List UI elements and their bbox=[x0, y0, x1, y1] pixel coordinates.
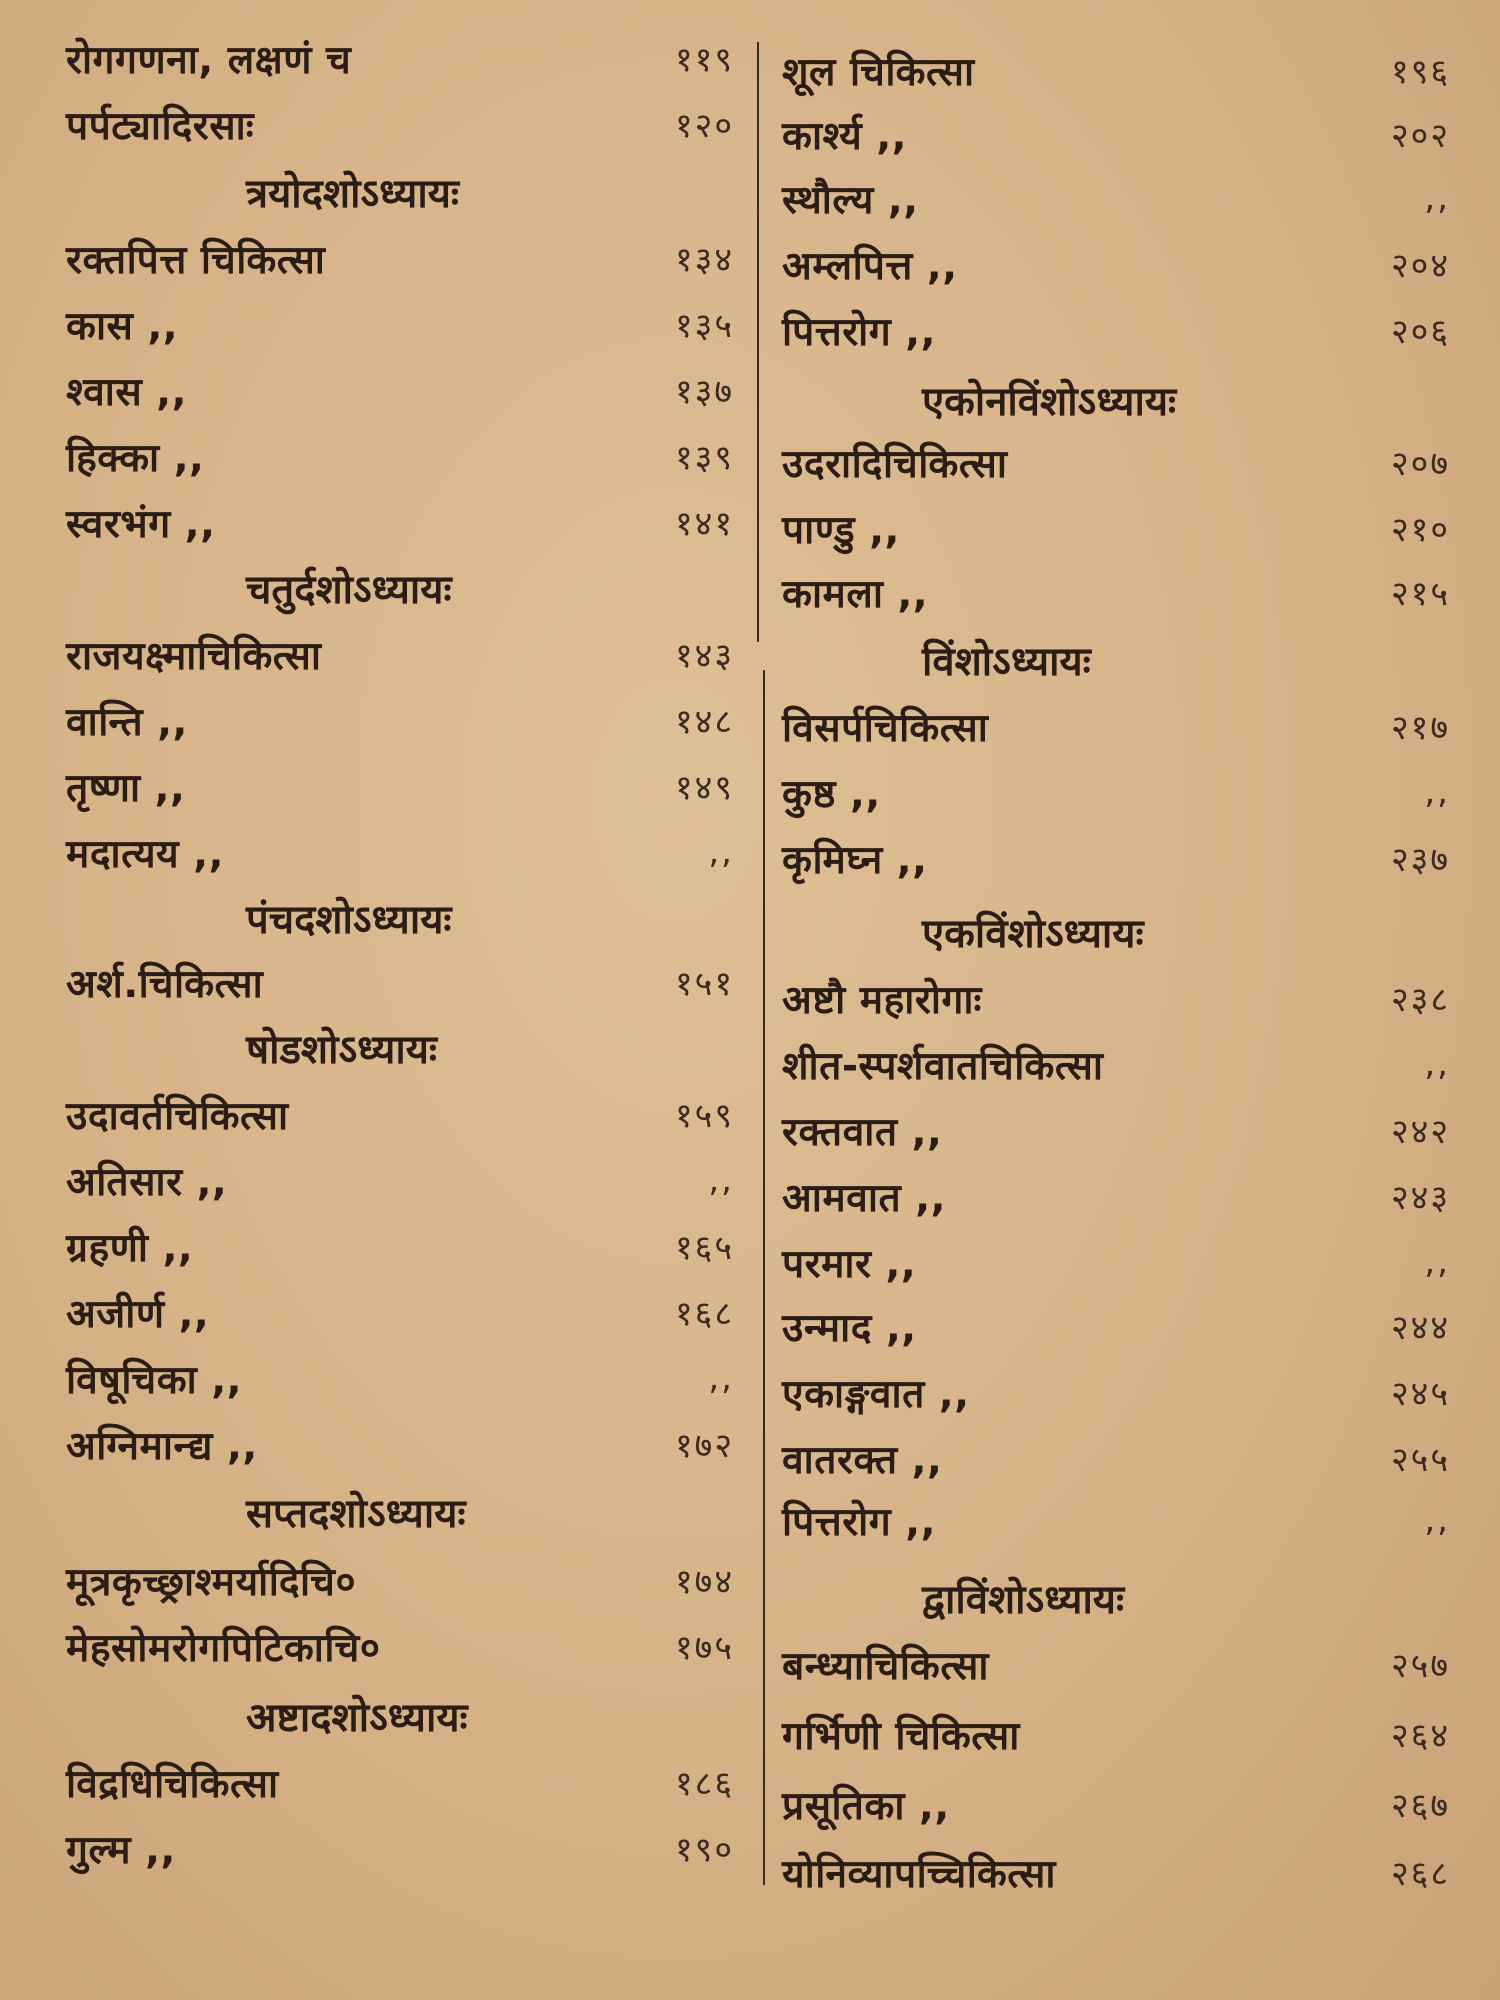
entry-title: कामला ,, bbox=[782, 571, 929, 617]
page-number: २४५ bbox=[1390, 1374, 1450, 1414]
page-number: २०२ bbox=[1390, 116, 1450, 156]
index-entry bbox=[66, 1818, 734, 1878]
page-number: १४८ bbox=[674, 702, 734, 742]
entry-title: एकाङ्गवात ,, bbox=[782, 1371, 970, 1417]
entry-title: विद्रधिचिकित्सा bbox=[66, 1761, 279, 1807]
index-entry bbox=[782, 1232, 1450, 1292]
page-number: २४३ bbox=[1390, 1178, 1450, 1218]
page-number: ,, bbox=[1424, 1242, 1450, 1282]
index-entry bbox=[782, 1166, 1450, 1226]
entry-title: उदरादिचिकित्सा bbox=[782, 441, 1008, 487]
index-entry bbox=[66, 228, 734, 288]
page-number: १६८ bbox=[674, 1294, 734, 1334]
entry-title: गुल्म ,, bbox=[66, 1827, 176, 1873]
index-entry bbox=[66, 492, 734, 552]
index-entry bbox=[66, 1550, 734, 1610]
page-number: २३८ bbox=[1390, 980, 1450, 1020]
index-entry bbox=[66, 624, 734, 684]
page-number: १४३ bbox=[674, 636, 734, 676]
entry-title: पित्तरोग ,, bbox=[782, 1499, 936, 1545]
chapter-heading: त्रयोदशोऽध्यायः bbox=[246, 170, 459, 217]
entry-title: शीत-स्पर्शवातचिकित्सा bbox=[782, 1043, 1104, 1089]
entry-title: स्वरभंग ,, bbox=[66, 501, 216, 547]
index-entry bbox=[782, 1774, 1450, 1834]
entry-title: विषूचिका ,, bbox=[66, 1357, 242, 1403]
index-entry bbox=[782, 168, 1450, 228]
page-number: १६५ bbox=[674, 1228, 734, 1268]
chapter-heading: एकविंशोऽध्यायः bbox=[922, 910, 1144, 957]
index-entry bbox=[782, 40, 1450, 100]
index-entry bbox=[66, 1084, 734, 1144]
entry-title: विसर्पचिकित्सा bbox=[782, 705, 989, 751]
column-divider-lower bbox=[763, 670, 765, 1885]
index-entry bbox=[782, 1362, 1450, 1422]
page-number: २३७ bbox=[1390, 840, 1450, 880]
index-entry bbox=[782, 1100, 1450, 1160]
index-entry bbox=[782, 300, 1450, 360]
index-entry bbox=[782, 1428, 1450, 1488]
chapter-heading: अष्टादशोऽध्यायः bbox=[246, 1694, 468, 1741]
entry-title: अर्श.चिकित्सा bbox=[66, 961, 264, 1007]
chapter-heading: द्वाविंशोऽध्यायः bbox=[922, 1576, 1125, 1623]
page-number: १७५ bbox=[674, 1628, 734, 1668]
index-entry bbox=[66, 94, 734, 154]
entry-title: वातरक्त ,, bbox=[782, 1437, 943, 1483]
page-number: २१७ bbox=[1390, 708, 1450, 748]
entry-title: अतिसार ,, bbox=[66, 1159, 228, 1205]
entry-title: शूल चिकित्सा bbox=[782, 49, 975, 95]
entry-title: बन्ध्याचिकित्सा bbox=[782, 1643, 989, 1689]
index-entry bbox=[782, 234, 1450, 294]
entry-title: अष्टौ महारोगाः bbox=[782, 977, 982, 1023]
page-number: २५५ bbox=[1390, 1440, 1450, 1480]
entry-title: हिक्का ,, bbox=[66, 435, 205, 481]
entry-title: पित्तरोग ,, bbox=[782, 309, 936, 355]
index-entry bbox=[66, 1616, 734, 1676]
column-divider-upper bbox=[757, 42, 759, 642]
entry-title: मूत्रकृच्छ्राश्मर्यादिचि० bbox=[66, 1559, 357, 1605]
index-entry bbox=[66, 1282, 734, 1342]
page-number: १४९ bbox=[674, 768, 734, 808]
chapter-heading: चतुर्दशोऽध्यायः bbox=[246, 566, 452, 613]
page-number: २४४ bbox=[1390, 1308, 1450, 1348]
entry-title: मदात्यय ,, bbox=[66, 831, 224, 877]
entry-title: रक्तपित्त चिकित्सा bbox=[66, 237, 326, 283]
page-number: २०७ bbox=[1390, 444, 1450, 484]
entry-title: कृमिघ्न ,, bbox=[782, 837, 928, 883]
index-entry bbox=[782, 562, 1450, 622]
entry-title: कुष्ठ ,, bbox=[782, 771, 881, 817]
page-number: १९६ bbox=[1390, 52, 1450, 92]
index-entry bbox=[66, 28, 734, 88]
entry-title: वान्ति ,, bbox=[66, 699, 188, 745]
page-number: ,, bbox=[708, 1160, 734, 1200]
page-number: १२० bbox=[674, 106, 734, 146]
entry-title: रोगगणना, लक्षणं च bbox=[66, 37, 352, 83]
index-entry bbox=[66, 1348, 734, 1408]
page-number: ,, bbox=[1424, 1044, 1450, 1084]
index-entry bbox=[782, 1296, 1450, 1356]
index-entry bbox=[66, 1216, 734, 1276]
index-entry bbox=[66, 690, 734, 750]
index-entry bbox=[782, 432, 1450, 492]
chapter-heading: विंशोऽध्यायः bbox=[922, 638, 1091, 685]
page-number: २०६ bbox=[1390, 312, 1450, 352]
entry-title: रक्तवात ,, bbox=[782, 1109, 943, 1155]
entry-title: उन्माद ,, bbox=[782, 1305, 917, 1351]
entry-title: कार्श्य ,, bbox=[782, 113, 907, 159]
entry-title: स्थौल्य ,, bbox=[782, 177, 919, 223]
index-entry bbox=[782, 498, 1450, 558]
page-number: २६७ bbox=[1390, 1786, 1450, 1826]
entry-title: मेहसोमरोगपिटिकाचि० bbox=[66, 1625, 381, 1671]
entry-title: उदावर्तचिकित्सा bbox=[66, 1093, 289, 1139]
page-number: १५९ bbox=[674, 1096, 734, 1136]
page-number: ,, bbox=[1424, 772, 1450, 812]
index-entry bbox=[66, 822, 734, 882]
index-entry bbox=[66, 294, 734, 354]
index-entry bbox=[782, 1490, 1450, 1550]
index-entry bbox=[782, 1634, 1450, 1694]
index-entry bbox=[782, 968, 1450, 1028]
entry-title: अम्लपित्त ,, bbox=[782, 243, 958, 289]
entry-title: पाण्डु ,, bbox=[782, 507, 900, 553]
entry-title: अजीर्ण ,, bbox=[66, 1291, 210, 1337]
page-number: ,, bbox=[708, 1358, 734, 1398]
entry-title: योनिव्यापच्चिकित्सा bbox=[782, 1851, 1056, 1897]
page-number: १३७ bbox=[674, 372, 734, 412]
entry-title: पर्पट्यादिरसाः bbox=[66, 103, 255, 149]
index-entry bbox=[66, 1752, 734, 1812]
page-number: २६८ bbox=[1390, 1854, 1450, 1894]
index-entry bbox=[782, 1704, 1450, 1764]
index-entry bbox=[66, 360, 734, 420]
page-number: २६४ bbox=[1390, 1716, 1450, 1756]
entry-title: ग्रहणी ,, bbox=[66, 1225, 194, 1271]
index-entry bbox=[66, 1414, 734, 1474]
page-number: २५७ bbox=[1390, 1646, 1450, 1686]
index-entry bbox=[782, 828, 1450, 888]
page-number: २४२ bbox=[1390, 1112, 1450, 1152]
entry-title: राजयक्ष्माचिकित्सा bbox=[66, 633, 322, 679]
page-number: १५१ bbox=[674, 964, 734, 1004]
page-number: ,, bbox=[1424, 1500, 1450, 1540]
page-number: १७२ bbox=[674, 1426, 734, 1466]
chapter-heading: पंचदशोऽध्यायः bbox=[246, 896, 452, 943]
entry-title: आमवात ,, bbox=[782, 1175, 946, 1221]
index-entry bbox=[782, 1842, 1450, 1902]
page-number: १३५ bbox=[674, 306, 734, 346]
entry-title: तृष्णा ,, bbox=[66, 765, 186, 811]
index-entry bbox=[782, 696, 1450, 756]
page-number: १७४ bbox=[674, 1562, 734, 1602]
page-number: १८६ bbox=[674, 1764, 734, 1804]
page-number: ,, bbox=[1424, 178, 1450, 218]
page-number: १३९ bbox=[674, 438, 734, 478]
index-entry bbox=[782, 104, 1450, 164]
entry-title: कास ,, bbox=[66, 303, 179, 349]
chapter-heading: षोडशोऽध्यायः bbox=[246, 1026, 437, 1073]
index-entry bbox=[66, 426, 734, 486]
entry-title: श्वास ,, bbox=[66, 369, 187, 415]
entry-title: गर्भिणी चिकित्सा bbox=[782, 1713, 1020, 1759]
entry-title: अग्निमान्द्य ,, bbox=[66, 1423, 258, 1469]
entry-title: प्रसूतिका ,, bbox=[782, 1783, 950, 1829]
index-entry bbox=[66, 1150, 734, 1210]
page-number: १४१ bbox=[674, 504, 734, 544]
chapter-heading: सप्तदशोऽध्यायः bbox=[246, 1490, 466, 1537]
index-entry bbox=[66, 756, 734, 816]
index-entry bbox=[66, 952, 734, 1012]
page-number: १३४ bbox=[674, 240, 734, 280]
page-number: २०४ bbox=[1390, 246, 1450, 286]
index-entry bbox=[782, 1034, 1450, 1094]
chapter-heading: एकोनविंशोऽध्यायः bbox=[922, 378, 1177, 425]
page-number: १९० bbox=[674, 1830, 734, 1870]
page-number: २१५ bbox=[1390, 574, 1450, 614]
entry-title: परमार ,, bbox=[782, 1241, 917, 1287]
page-number: ११९ bbox=[674, 40, 734, 80]
page-number: २१० bbox=[1390, 510, 1450, 550]
index-entry bbox=[782, 762, 1450, 822]
page-number: ,, bbox=[708, 832, 734, 872]
